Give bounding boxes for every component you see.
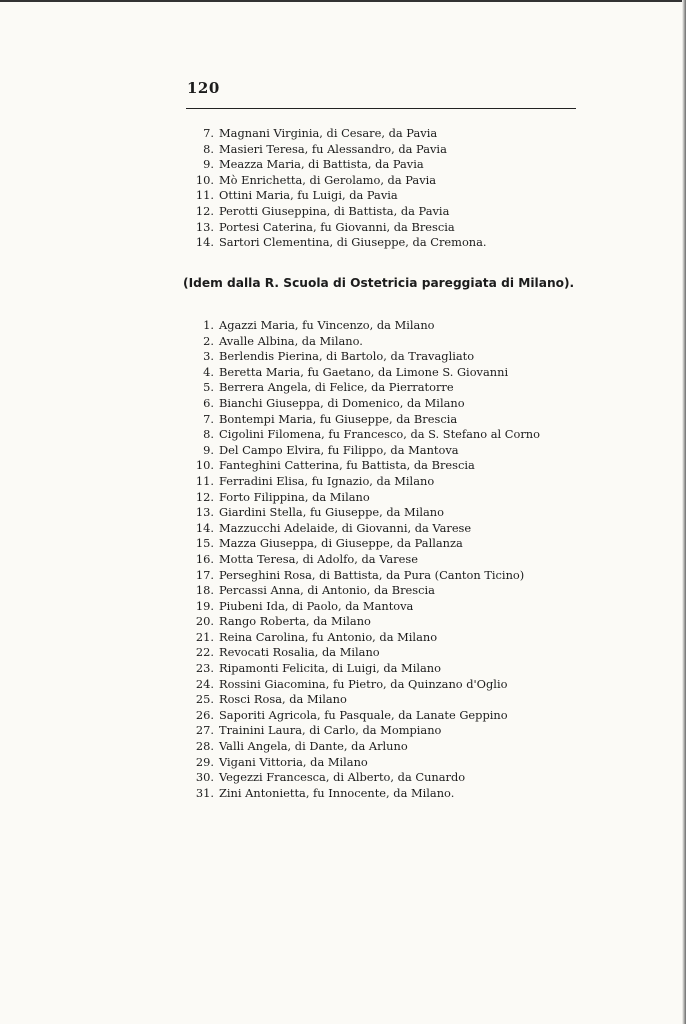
list-item-text: Forto Filippina, da Milano (219, 489, 370, 504)
list-item-text: Bianchi Giuseppa, di Domenico, da Milano (219, 395, 465, 410)
list-item-text: Beretta Maria, fu Gaetano, da Limone S. Giovanni (219, 364, 509, 379)
list-item-text: Rango Roberta, da Milano (219, 614, 371, 629)
list-item-text: Trainini Laura, di Carlo, da Mompiano (219, 723, 442, 738)
list-item (186, 220, 586, 236)
list-item-number: 11. (195, 473, 214, 488)
list-item-number: 11. (195, 188, 214, 203)
list-item-number: 7. (203, 411, 214, 426)
list-item (186, 173, 586, 189)
list-item-text: Rosci Rosa, da Milano (219, 692, 347, 707)
page-top-edge (0, 0, 686, 2)
list-item-text: Ferradini Elisa, fu Ignazio, da Milano (219, 473, 435, 488)
list-item-number: 9. (203, 442, 214, 457)
list-item-number: 14. (195, 235, 214, 250)
list-item (186, 458, 586, 474)
list-item-number: 23. (195, 661, 214, 676)
list-item-text: Sartori Clementina, di Giuseppe, da Cremona. (219, 235, 487, 250)
list-item (186, 739, 586, 755)
list-item-text: Rossini Giacomina, fu Pietro, da Quinzano d'Oglio (219, 676, 508, 691)
list-item (186, 235, 586, 251)
list-item-number: 18. (195, 583, 214, 598)
list-item (186, 536, 586, 552)
list-item-text: Magnani Virginia, di Cesare, da Pavia (219, 126, 438, 140)
list-item-number: 7. (203, 126, 214, 140)
list-item (186, 474, 586, 490)
list-item (186, 723, 586, 739)
list-item (186, 583, 586, 599)
graduates-list-pavia (186, 126, 586, 251)
list-item-number: 28. (195, 739, 214, 754)
list-item (186, 755, 586, 771)
list-item-text: Vigani Vittoria, da Milano (219, 754, 368, 769)
list-item-text: Meazza Maria, di Battista, da Pavia (219, 157, 424, 172)
list-item-text: Perseghini Rosa, di Battista, da Pura (Canton Ticino) (219, 567, 525, 582)
list-item (186, 661, 586, 677)
list-item-text: Portesi Caterina, fu Giovanni, da Brescia (219, 219, 455, 234)
list-item (186, 786, 586, 802)
list-item (186, 204, 586, 220)
list-item-text: Perotti Giuseppina, di Battista, da Pavia (219, 203, 450, 218)
list-item-text: Ripamonti Felicita, di Luigi, da Milano (219, 661, 441, 676)
list-item (186, 142, 586, 158)
list-item-number: 31. (195, 785, 214, 800)
list-item (186, 318, 586, 334)
list-item-text: Cigolini Filomena, fu Francesco, da S. Stefano al Corno (219, 427, 540, 442)
list-item-text: Masieri Teresa, fu Alessandro, da Pavia (219, 141, 447, 156)
list-item (186, 645, 586, 661)
list-item-text: Berlendis Pierina, di Bartolo, da Travagliato (219, 349, 475, 364)
list-item-number: 17. (195, 567, 214, 582)
list-item-number: 5. (203, 380, 214, 395)
list-item-text: Mò Enrichetta, di Gerolamo, da Pavia (219, 172, 437, 187)
list-item-number: 13. (195, 219, 214, 234)
list-item-text: Reina Carolina, fu Antonio, da Milano (219, 629, 438, 644)
list-item-number: 3. (203, 349, 214, 364)
list-item-number: 27. (195, 723, 214, 738)
list-item (186, 157, 586, 173)
list-item (186, 334, 586, 350)
list-item-number: 1. (203, 318, 214, 332)
list-item-number: 20. (195, 614, 214, 629)
list-item-number: 13. (195, 505, 214, 520)
page-number: 120 (187, 79, 220, 97)
list-item-number: 14. (195, 520, 214, 535)
list-item (186, 126, 586, 142)
list-item-text: Fanteghini Catterina, fu Battista, da Brescia (219, 458, 475, 473)
list-item-number: 8. (203, 141, 214, 156)
list-item (186, 349, 586, 365)
list-item (186, 380, 586, 396)
list-item-number: 12. (195, 489, 214, 504)
list-item-number: 19. (195, 598, 214, 613)
list-item (186, 692, 586, 708)
list-item-text: Revocati Rosalia, da Milano (219, 645, 380, 660)
list-item-text: Percassi Anna, di Antonio, da Brescia (219, 583, 435, 598)
list-item (186, 396, 586, 412)
list-item-text: Saporiti Agricola, fu Pasquale, da Lanate Geppino (219, 707, 508, 722)
list-item-number: 6. (203, 395, 214, 410)
list-item-text: Valli Angela, di Dante, da Arluno (219, 739, 408, 754)
header-rule (186, 108, 576, 109)
list-item-number: 26. (195, 707, 214, 722)
list-item-number: 9. (203, 157, 214, 172)
list-item-number: 24. (195, 676, 214, 691)
list-item-text: Berrera Angela, di Felice, da Pierratorre (219, 380, 454, 395)
list-item-text: Agazzi Maria, fu Vincenzo, da Milano (219, 318, 435, 332)
list-item-number: 16. (195, 551, 214, 566)
list-item-text: Avalle Albina, da Milano. (219, 333, 363, 348)
list-item-number: 2. (203, 333, 214, 348)
list-item-text: Zini Antonietta, fu Innocente, da Milano. (219, 785, 455, 800)
list-item-text: Vegezzi Francesca, di Alberto, da Cunardo (219, 770, 466, 785)
list-item-text: Motta Teresa, di Adolfo, da Varese (219, 551, 418, 566)
list-item-number: 15. (195, 536, 214, 551)
list-item-text: Ottini Maria, fu Luigi, da Pavia (219, 188, 398, 203)
list-item-text: Mazzucchi Adelaide, di Giovanni, da Varese (219, 520, 472, 535)
list-item-number: 29. (195, 754, 214, 769)
list-item (186, 614, 586, 630)
list-item (186, 505, 586, 521)
list-item-text: Giardini Stella, fu Giuseppe, da Milano (219, 505, 444, 520)
list-item-number: 12. (195, 203, 214, 218)
list-item-number: 30. (195, 770, 214, 785)
list-item (186, 770, 586, 786)
list-item-number: 10. (195, 458, 214, 473)
list-item (186, 708, 586, 724)
list-item-number: 22. (195, 645, 214, 660)
list-item (186, 443, 586, 459)
list-item (186, 521, 586, 537)
list-item (186, 568, 586, 584)
list-item (186, 490, 586, 506)
list-item (186, 427, 586, 443)
list-item-number: 8. (203, 427, 214, 442)
list-item-number: 25. (195, 692, 214, 707)
list-item (186, 552, 586, 568)
list-item (186, 188, 586, 204)
list-item-text: Bontempi Maria, fu Giuseppe, da Brescia (219, 411, 458, 426)
list-item (186, 599, 586, 615)
list-item (186, 412, 586, 428)
list-item (186, 630, 586, 646)
list-item-text: Del Campo Elvira, fu Filippo, da Mantova (219, 442, 459, 457)
list-item-text: Mazza Giuseppa, di Giuseppe, da Pallanza (219, 536, 463, 551)
graduates-list-milano (186, 318, 586, 801)
page-right-edge (682, 0, 686, 1024)
list-item-number: 4. (203, 364, 214, 379)
list-item (186, 677, 586, 693)
section-heading: (Idem dalla R. Scuola di Ostetricia pareggiata di Milano). (183, 276, 575, 290)
list-item-text: Piubeni Ida, di Paolo, da Mantova (219, 598, 414, 613)
list-item-number: 21. (195, 629, 214, 644)
list-item-number: 10. (195, 172, 214, 187)
list-item (186, 365, 586, 381)
